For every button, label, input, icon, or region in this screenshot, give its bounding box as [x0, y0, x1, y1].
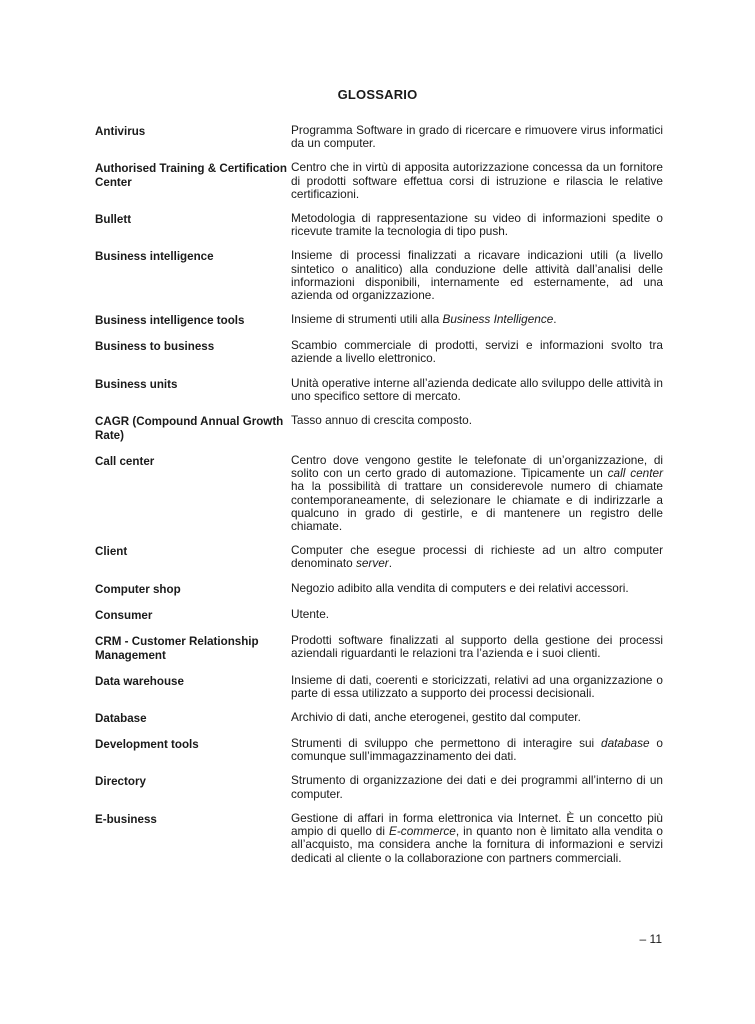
glossary-definition — [291, 212, 663, 238]
definition-segment: Prodotti software finalizzati al supporto della gestione dei processi aziendali riguardanti le relazioni tra l’azienda e i suoi clienti. — [291, 632, 663, 660]
glossary-term: Antivirus — [95, 125, 146, 138]
glossary-entry — [95, 414, 663, 443]
definition-italic-segment: server — [355, 556, 389, 571]
glossary-definition — [291, 608, 663, 623]
glossary-definition — [291, 634, 663, 663]
glossary-entry — [95, 674, 663, 700]
definition-segment: Negozio adibito alla vendita di computers e dei relativi accessori. — [291, 580, 629, 595]
glossary-term: Business intelligence tools — [95, 314, 245, 328]
definition-segment: Metodologia di rappresentazione su video di informazioni spedite o ricevute tramite la tecnologia di tipo push. — [291, 211, 663, 239]
glossary-term: Consumer — [95, 608, 153, 622]
definition-segment: Centro dove vengono gestite le telefonate di un’organizzazione, di solito con un certo grado di automazione. Tipicamente un — [291, 453, 663, 481]
glossary-entry — [95, 634, 663, 663]
glossary-entry — [95, 737, 663, 763]
glossary-entry — [95, 212, 663, 238]
glossary-definition — [291, 414, 663, 443]
definition-segment: , in quanto non è limitato alla vendita o all’acquisto, ma considera anche la fornitura di informazioni e servizi dedicati al cliente o la collaborazione con partners commerciali. — [291, 824, 663, 865]
glossary-term: Call center — [95, 455, 155, 469]
glossary-definition — [291, 737, 663, 763]
glossary-term: Development tools — [95, 738, 199, 752]
glossary-entry — [95, 124, 663, 150]
glossary-entry — [95, 454, 663, 533]
definition-segment: Scambio commerciale di prodotti, servizi e informazioni svolto tra aziende a livello elettronico. — [291, 338, 663, 366]
definition-segment: o comunque sull’immagazzinamento dei dati. — [291, 736, 663, 764]
glossary-entry — [95, 339, 663, 365]
glossary-term: Directory — [95, 775, 146, 789]
definition-italic-segment: call center — [607, 466, 663, 481]
definition-segment: Utente. — [291, 606, 330, 621]
glossary-entry — [95, 608, 663, 623]
definition-segment: Programma Software in grado di ricercare e rimuovere virus informatici da un computer. — [291, 123, 663, 151]
page-title: GLOSSARIO — [337, 87, 418, 102]
definition-segment: Strumento di organizzazione dei dati e dei programmi all’interno di un computer. — [291, 773, 663, 801]
glossary-definition — [291, 161, 663, 201]
glossary-entry — [95, 161, 663, 201]
glossary-definition — [291, 249, 663, 302]
glossary-definition — [291, 124, 663, 150]
definition-italic-segment: database — [601, 736, 650, 751]
glossary-entry — [95, 544, 663, 570]
glossary-term: Business units — [95, 377, 178, 391]
glossary-definition — [291, 377, 663, 403]
definition-segment: Insieme di strumenti utili alla — [291, 312, 443, 327]
definition-segment: Insieme di dati, coerenti e storicizzati, relativi ad una organizzazione o parte di essa utilizzato a supporto dei processi decisionali. — [291, 672, 663, 700]
definition-segment: Strumenti di sviluppo che permettono di interagire sui — [291, 736, 602, 751]
glossary-entry — [95, 377, 663, 403]
glossary-definition — [291, 812, 663, 865]
glossary-definition — [291, 674, 663, 700]
definition-segment: Computer che esegue processi di richieste ad un altro computer denominato — [291, 543, 663, 571]
glossary-list — [95, 124, 663, 876]
glossary-definition — [291, 711, 663, 726]
definition-segment: ha la possibilità di trattare un considerevole numero di chiamate contemporaneamente, di selezionare le chiamate e di indirizzarle a qualcuno in grado di gestirle, e di mantenere un registro delle chiamate. — [291, 479, 663, 534]
definition-segment: Centro che in virtù di apposita autorizzazione concessa da un fornitore di prodotti software effettua corsi di istruzione e rilascia le relative certificazioni. — [291, 160, 663, 201]
glossary-term: CAGR (Compound Annual Growth Rate) — [95, 415, 284, 443]
glossary-definition — [291, 339, 663, 365]
glossary-term: Business to business — [95, 340, 215, 354]
glossary-definition — [291, 582, 663, 597]
definition-segment: Tasso annuo di crescita composto. — [291, 413, 472, 428]
glossary-term: Data warehouse — [95, 674, 184, 688]
glossary-entry — [95, 711, 663, 726]
definition-segment: . — [388, 556, 392, 571]
glossary-term: E-business — [95, 812, 157, 826]
page-number: – 11 — [639, 932, 662, 946]
definition-italic-segment: E-commerce — [389, 824, 456, 839]
definition-segment: Insieme di processi finalizzati a ricavare indicazioni utili (a livello sintetico o analitico) alla conduzione delle attività dall’analisi delle informazioni disponibili, internamente ed esternamente, ad una azienda od organizzazione. — [291, 248, 663, 303]
glossary-definition — [291, 454, 663, 533]
definition-segment: Gestione di affari in forma elettronica via Internet. È un concetto più ampio di quello di — [291, 810, 663, 839]
glossary-term: Computer shop — [95, 582, 181, 596]
glossary-entry — [95, 812, 663, 865]
glossary-definition — [291, 544, 663, 570]
glossary-term: Client — [95, 545, 128, 559]
glossary-term: Authorised Training & Certification Center — [95, 162, 287, 190]
glossary-term: Bullett — [95, 213, 132, 227]
glossary-entry — [95, 582, 663, 597]
glossary-term: Business intelligence — [95, 250, 214, 264]
glossary-entry — [95, 313, 663, 328]
glossary-entry — [95, 774, 663, 800]
glossary-definition — [291, 774, 663, 800]
definition-segment: Archivio di dati, anche eterogenei, gestito dal computer. — [291, 710, 581, 725]
definition-segment: . — [553, 312, 557, 327]
definition-italic-segment: Business Intelligence — [442, 312, 554, 327]
glossary-term: Database — [95, 712, 147, 726]
glossary-term: CRM - Customer Relationship Management — [95, 634, 259, 662]
glossary-definition — [291, 313, 663, 328]
definition-segment: Unità operative interne all’azienda dedicate allo sviluppo delle attività in uno specifico settore di mercato. — [291, 375, 663, 403]
glossary-entry — [95, 249, 663, 302]
